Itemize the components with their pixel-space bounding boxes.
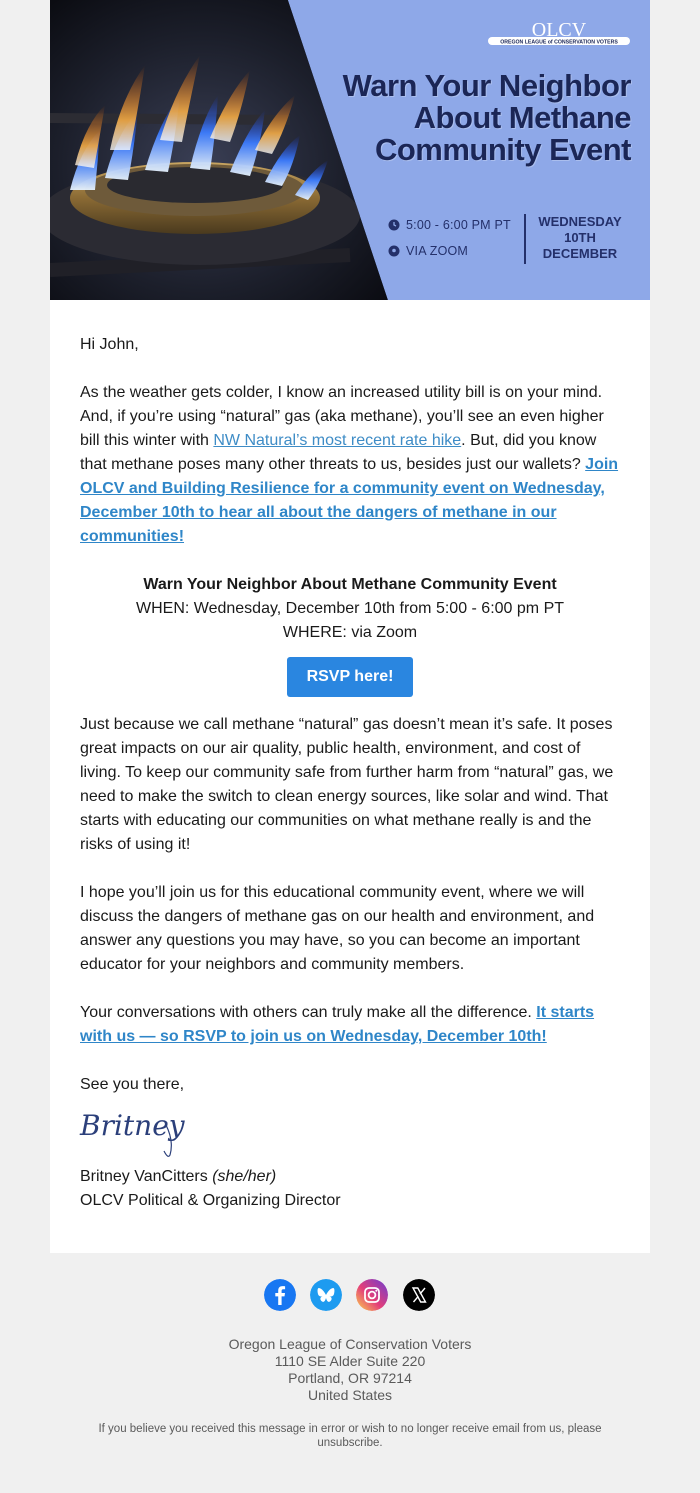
- signer-name: Britney VanCitters: [80, 1168, 213, 1185]
- instagram-icon[interactable]: [356, 1279, 388, 1311]
- methane-paragraph: Just because we call methane “natural” gas doesn’t mean it’s safe. It poses great impacts on our air quality, public health, environment, and cost of living. To keep our community safe from further harm from “natural” gas, we need to make the switch to clean energy sources, like solar and wind. That starts with educating our communities on what methane really is and the risks of using it!: [80, 716, 614, 853]
- event-where: WHERE: via Zoom: [282, 624, 418, 641]
- event-meta: [388, 212, 638, 264]
- event-when: WHEN: Wednesday, December 10th from 5:00 - 6:00 pm PT: [135, 600, 565, 617]
- olcv-logo[interactable]: [488, 22, 630, 58]
- greeting: Hi John,: [80, 336, 139, 353]
- rsvp-cta-link[interactable]: It starts with us — so RSVP to join us on Wednesday, December 10th!: [80, 1004, 595, 1045]
- event-time-row: [388, 218, 511, 232]
- date-day: 10TH: [564, 230, 596, 245]
- x-icon[interactable]: [403, 1279, 435, 1311]
- event-location: VIA ZOOM: [406, 244, 469, 258]
- intro-paragraph: [80, 381, 620, 549]
- location-pin-icon: [388, 245, 400, 257]
- event-location-row: [388, 244, 468, 258]
- hero-banner: [50, 0, 650, 300]
- date-month: DECEMBER: [542, 246, 618, 261]
- address-country: United States: [307, 1387, 393, 1403]
- signer-title: OLCV Political & Organizing Director: [80, 1192, 341, 1209]
- handwritten-signature: [78, 1101, 188, 1159]
- org-name: Oregon League of Conservation Voters: [228, 1336, 472, 1352]
- event-date: [530, 214, 630, 262]
- facebook-icon[interactable]: [264, 1279, 296, 1311]
- disclaimer-text: If you believe you received this message in error or wish to no longer receive email from us, please: [98, 1423, 602, 1435]
- closing: See you there,: [80, 1076, 185, 1093]
- signer-name-line: [80, 1165, 620, 1189]
- unsubscribe-link[interactable]: unsubscribe: [317, 1437, 380, 1449]
- event-title: Warn Your Neighbor About Methane Community Event: [143, 576, 557, 593]
- signer-pronouns: (she/her): [212, 1168, 277, 1185]
- conversations-paragraph: [80, 1001, 620, 1049]
- rsvp-button[interactable]: RSVP here!: [287, 657, 414, 697]
- meta-divider: [524, 214, 526, 264]
- hero-title: Warn Your Neighbor About Methane Community Event: [342, 68, 631, 167]
- rate-hike-link[interactable]: NW Natural’s most recent rate hike: [213, 432, 462, 449]
- bluesky-icon[interactable]: [310, 1279, 342, 1311]
- intro-text-2: . But, did you know that methane poses many other threats to us, besides just our wallets?: [80, 432, 597, 473]
- event-time: 5:00 - 6:00 PM PT: [406, 218, 511, 232]
- rsvp-wrap: [80, 657, 620, 697]
- address-line-2: Portland, OR 97214: [288, 1370, 412, 1386]
- date-weekday: WEDNESDAY: [538, 214, 622, 229]
- org-address: [0, 1336, 700, 1404]
- signature-text: Britney: [80, 1109, 185, 1142]
- disclaimer: If you believe you received this message in error or wish to no longer receive email from us, please unsubscribe.: [98, 1423, 602, 1449]
- logo-wordmark: OLCV: [531, 22, 587, 41]
- email-body: [50, 300, 650, 1253]
- join-event-link[interactable]: Join OLCV and Building Resilience for a community event on Wednesday, December 10th to hear all about the dangers of methane in our communities!: [80, 456, 619, 545]
- email-container: [50, 0, 650, 1253]
- social-links: [264, 1279, 436, 1311]
- address-line-1: 1110 SE Alder Suite 220: [274, 1353, 426, 1369]
- event-details: [80, 573, 620, 645]
- logo-subtext: OREGON LEAGUE of CONSERVATION VOTERS: [500, 39, 618, 46]
- intro-text-1: As the weather gets colder, I know an increased utility bill is on your mind. And, if you’re using “natural” gas (aka methane), you’ll see an even higher bill this winter with: [80, 384, 604, 449]
- conversations-text: Your conversations with others can truly make all the difference.: [80, 1004, 537, 1021]
- join-paragraph: I hope you’ll join us for this educational community event, where we will discuss the dangers of methane gas on our health and environment, and answer any questions you may have, so you can become an important educator for your neighbors and community members.: [80, 884, 595, 973]
- clock-icon: [388, 219, 400, 231]
